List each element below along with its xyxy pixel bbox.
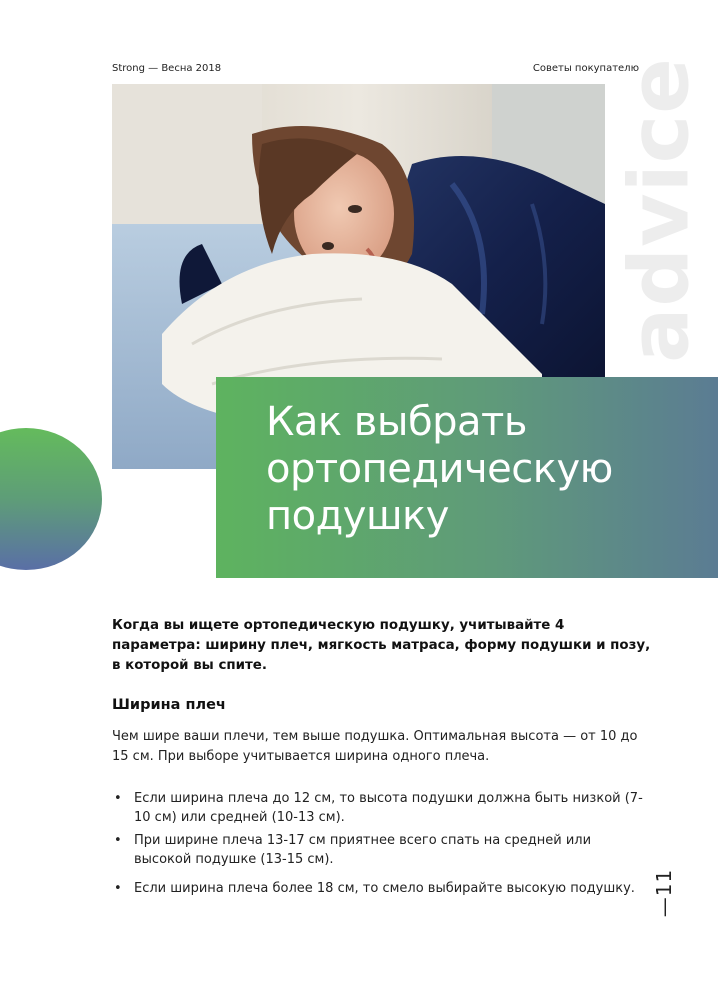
bullet-list (112, 789, 652, 902)
section-heading: Ширина плеч (112, 697, 226, 713)
running-header-left: Strong — Весна 2018 (112, 63, 222, 74)
section-paragraph: Чем шире ваши плечи, тем выше подушка. Оптимальная высота — от 10 до 15 см. При выборе учитывается ширина одного плеча. (112, 729, 638, 764)
page-number: —11 (652, 868, 676, 918)
intro-paragraph: Когда вы ищете ортопедическую подушку, учитывайте 4 параметра: ширину плеч, мягкость матраса, форму подушки и позу, в которой вы спите. (112, 618, 651, 673)
list-item: • Если ширина плеча до 12 см, то высота подушки должна быть низкой (7-10 см) или средней (10-13 см). (112, 789, 652, 827)
list-item: • Если ширина плеча более 18 см, то смело выбирайте высокую подушку. (112, 879, 652, 898)
decorative-circle (0, 428, 102, 570)
page-title-line-3: подушку (266, 493, 449, 539)
running-header-right: Советы покупателю (532, 63, 639, 74)
page-title-line-1: Как выбрать (266, 399, 527, 445)
title-block (216, 377, 718, 578)
list-item: • При ширине плеча 13-17 см приятнее всего спать на средней или высокой подушке (13-15 см). (112, 831, 652, 869)
page-title-line-2: ортопедическую (266, 446, 613, 492)
side-decorative-word: advice (612, 57, 708, 363)
